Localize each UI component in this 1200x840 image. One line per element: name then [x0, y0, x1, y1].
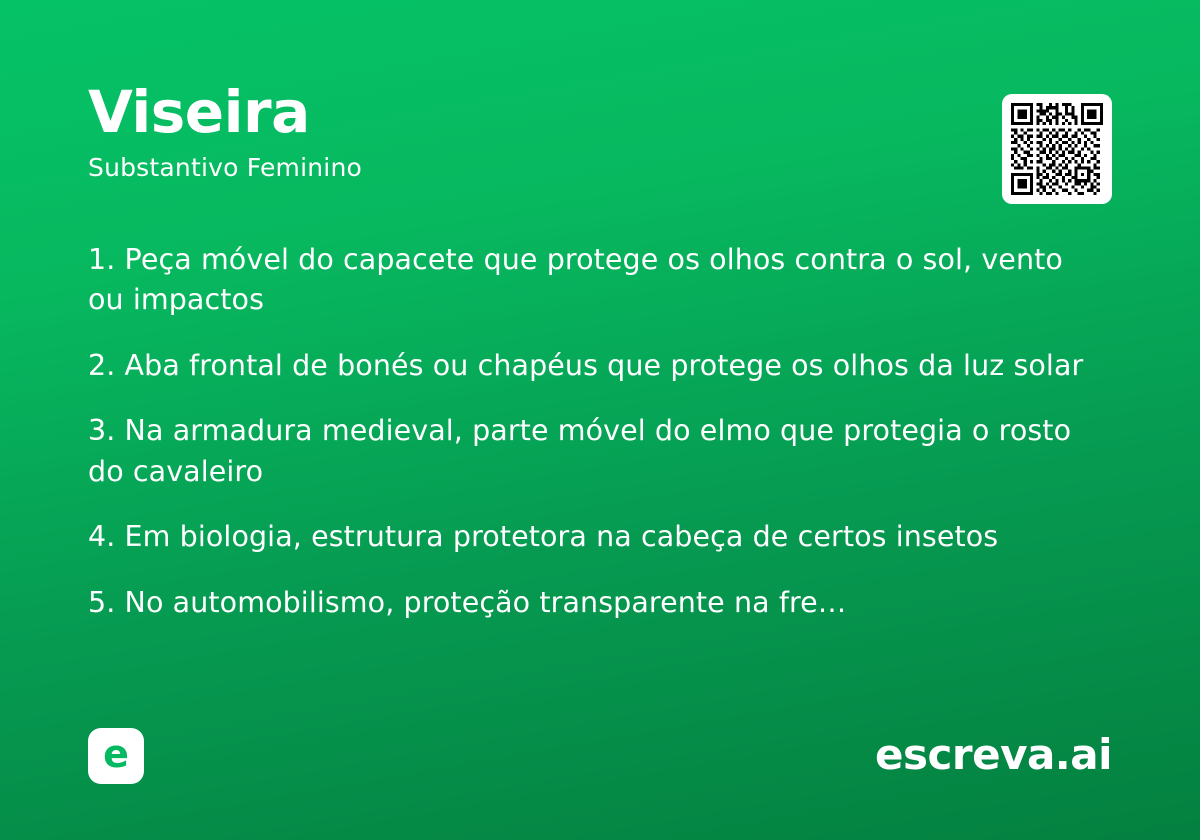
list-item: 2. Aba frontal de bonés ou chapéus que protege os olhos da luz solar	[88, 348, 1084, 382]
list-item: 1. Peça móvel do capacete que protege os olhos contra o sol, vento ou impactos	[88, 243, 1063, 317]
definitions-list	[88, 240, 1098, 623]
card-footer	[88, 728, 1112, 784]
list-item: 5. No automobilismo, proteção transparente na fre…	[88, 585, 847, 619]
brand-name: escreva.ai	[875, 730, 1112, 779]
logo-icon	[88, 728, 144, 784]
list-item: 3. Na armadura medieval, parte móvel do elmo que protegia o rosto do cavaleiro	[88, 414, 1072, 488]
page-title: Viseira	[88, 78, 310, 146]
qr-code[interactable]	[1002, 94, 1112, 204]
card-header	[88, 78, 1112, 212]
logo-letter: e	[103, 732, 129, 776]
qr-code-icon	[1011, 103, 1103, 195]
part-of-speech-label: Substantivo Feminino	[88, 152, 362, 182]
list-item: 4. Em biologia, estrutura protetora na cabeça de certos insetos	[88, 520, 999, 554]
